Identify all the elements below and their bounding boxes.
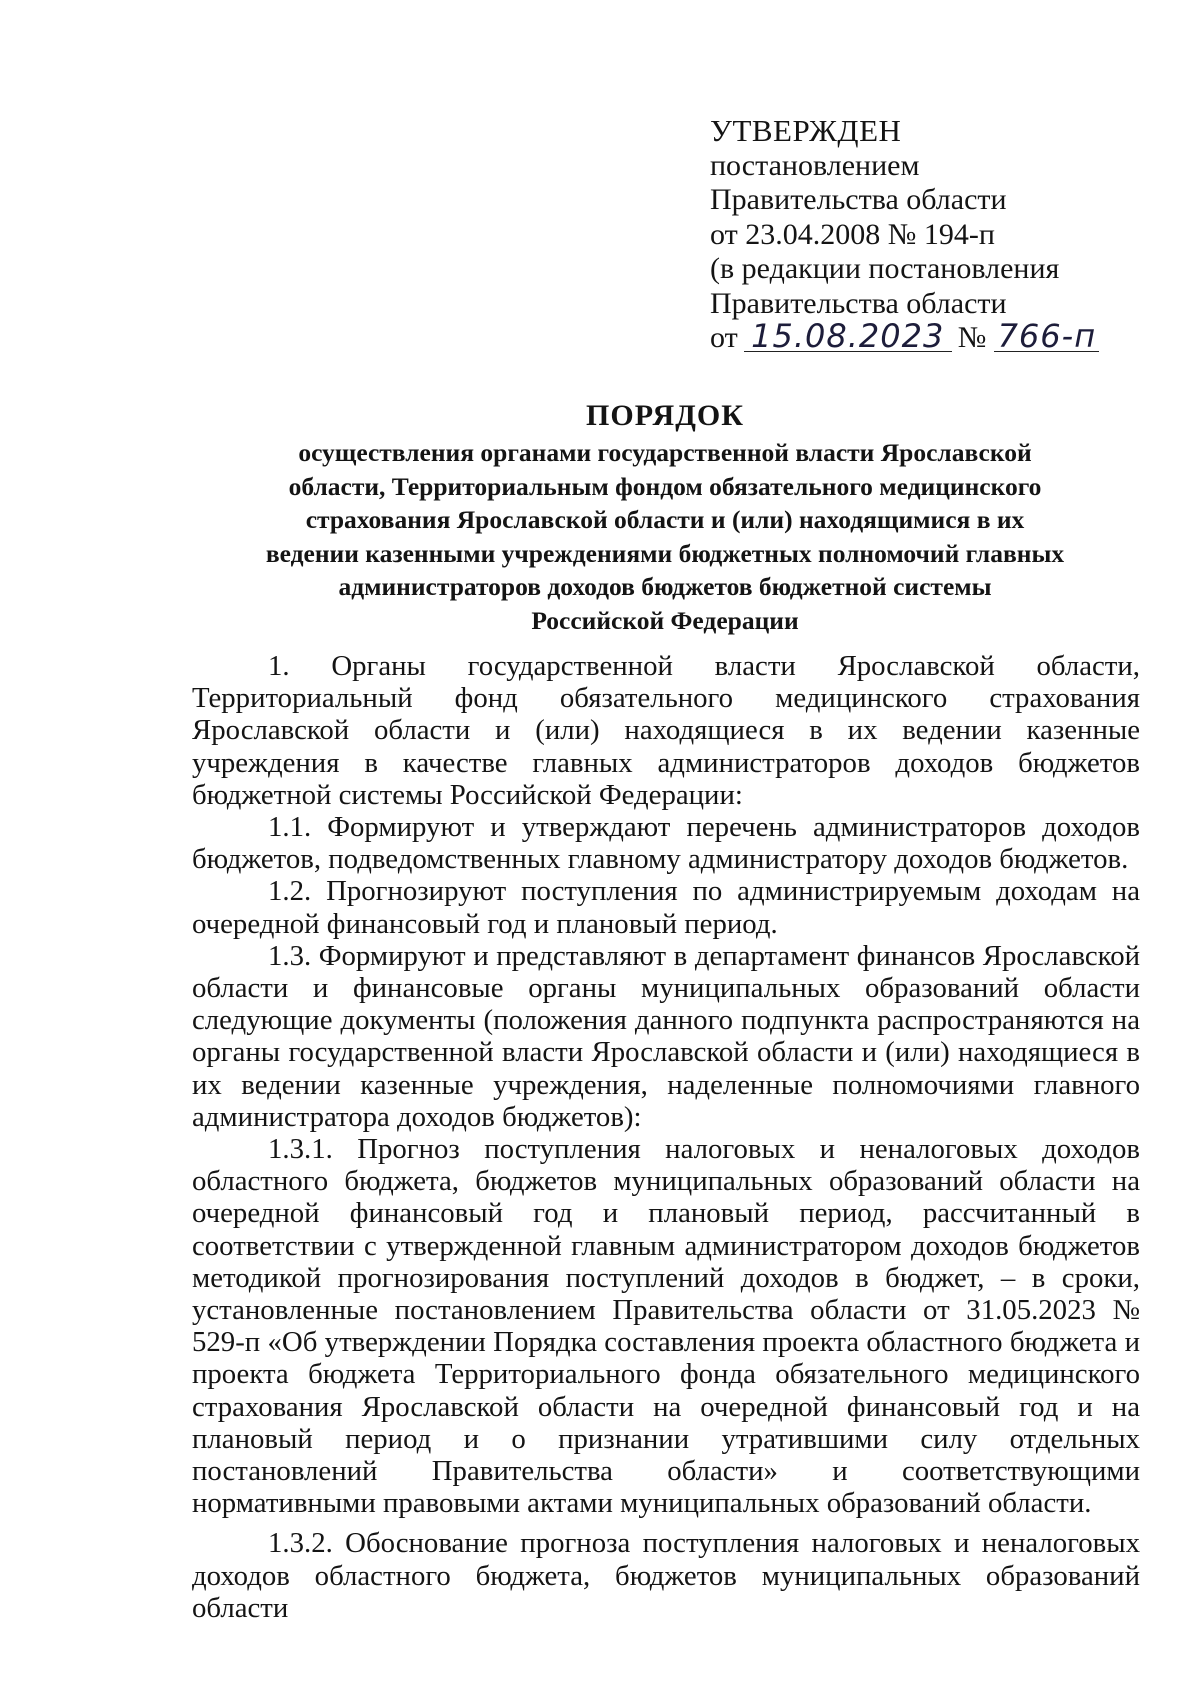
title-subtitle-line: страхования Ярославской области и (или) находящимися в их — [305, 505, 1025, 534]
approval-line: постановлением — [710, 148, 920, 182]
paragraph-1-3-1: 1.3.1. Прогноз поступления налоговых и неналоговых доходов областного бюджета, бюджетов муниципальных образований области на очередной финансовый год и плановый период, рассчитанный в соответствии с утвержденной главным администратором доходов бюджетов методикой прогнозирования поступлений доходов в бюджет, – в сроки, установленные постановлением Правительства области от 31.05.2023 № 529-п «Об утверждении Порядка составления проекта областного бюджета и проекта бюджета Территориального фонда обязательного медицинского страхования Ярославской области на очередной финансовый год и на плановый период и о признании утратившими силу отдельных постановлений Правительства области» и соответствующими нормативными правовыми актами муниципальных образований области. — [192, 1133, 1140, 1520]
paragraph-1: 1. Органы государственной власти Ярославской области, Территориальный фонд обязательного медицинского страхования Ярославской области и (или) находящиеся в их ведении казенные учреждения в качестве главных администраторов доходов бюджетов бюджетной системы Российской Федерации: — [192, 650, 1140, 811]
paragraph-1-3: 1.3. Формируют и представляют в департамент финансов Ярославской области и финансовые органы муниципальных образований области следующие документы (положения данного подпункта распространяются на органы государственной власти Ярославской области и (или) находящиеся в их ведении казенные учреждения, наделенные полномочиями главного администратора доходов бюджетов): — [192, 939, 1140, 1133]
approval-line: Правительства области — [710, 286, 1007, 320]
title-subtitle-line: Российской Федерации — [531, 605, 799, 635]
number-sign: № — [957, 321, 987, 354]
approval-title: УТВЕРЖДЕН — [710, 113, 902, 148]
approval-line: от 23.04.2008 № 194-п — [710, 217, 995, 251]
title-main: ПОРЯДОК — [586, 399, 744, 432]
title-subtitle-line: ведении казенными учреждениями бюджетных полномочий главных — [265, 538, 1065, 568]
approval-stamp-block — [710, 114, 1150, 356]
handwritten-number: 766-п — [994, 321, 1099, 352]
paragraph-1-2: 1.2. Прогнозируют поступления по администрируемым доходам на очередной финансовый год и плановый период. — [192, 875, 1140, 940]
title-subtitle-line: осуществления органами государственной власти Ярославской — [298, 438, 1032, 467]
document-title — [190, 396, 1140, 637]
approval-date-row — [710, 317, 1150, 356]
handwritten-date: 15.08.2023 — [744, 321, 952, 352]
paragraph-1-3-2: 1.3.2. Обоснование прогноза поступления налоговых и неналоговых доходов областного бюджета, бюджетов муниципальных образований области — [192, 1527, 1140, 1624]
date-prefix: от — [710, 321, 738, 354]
approval-line: (в редакции постановления — [710, 252, 1060, 285]
title-subtitle-line: администраторов доходов бюджетов бюджетной системы — [338, 572, 992, 601]
paragraph-1-1: 1.1. Формируют и утверждают перечень администраторов доходов бюджетов, подведомственных главному администратору доходов бюджетов. — [192, 811, 1140, 876]
approval-line: Правительства области — [710, 183, 1007, 216]
document-body — [192, 650, 1140, 1624]
title-subtitle-line: области, Территориальным фондом обязательного медицинского — [288, 471, 1042, 501]
